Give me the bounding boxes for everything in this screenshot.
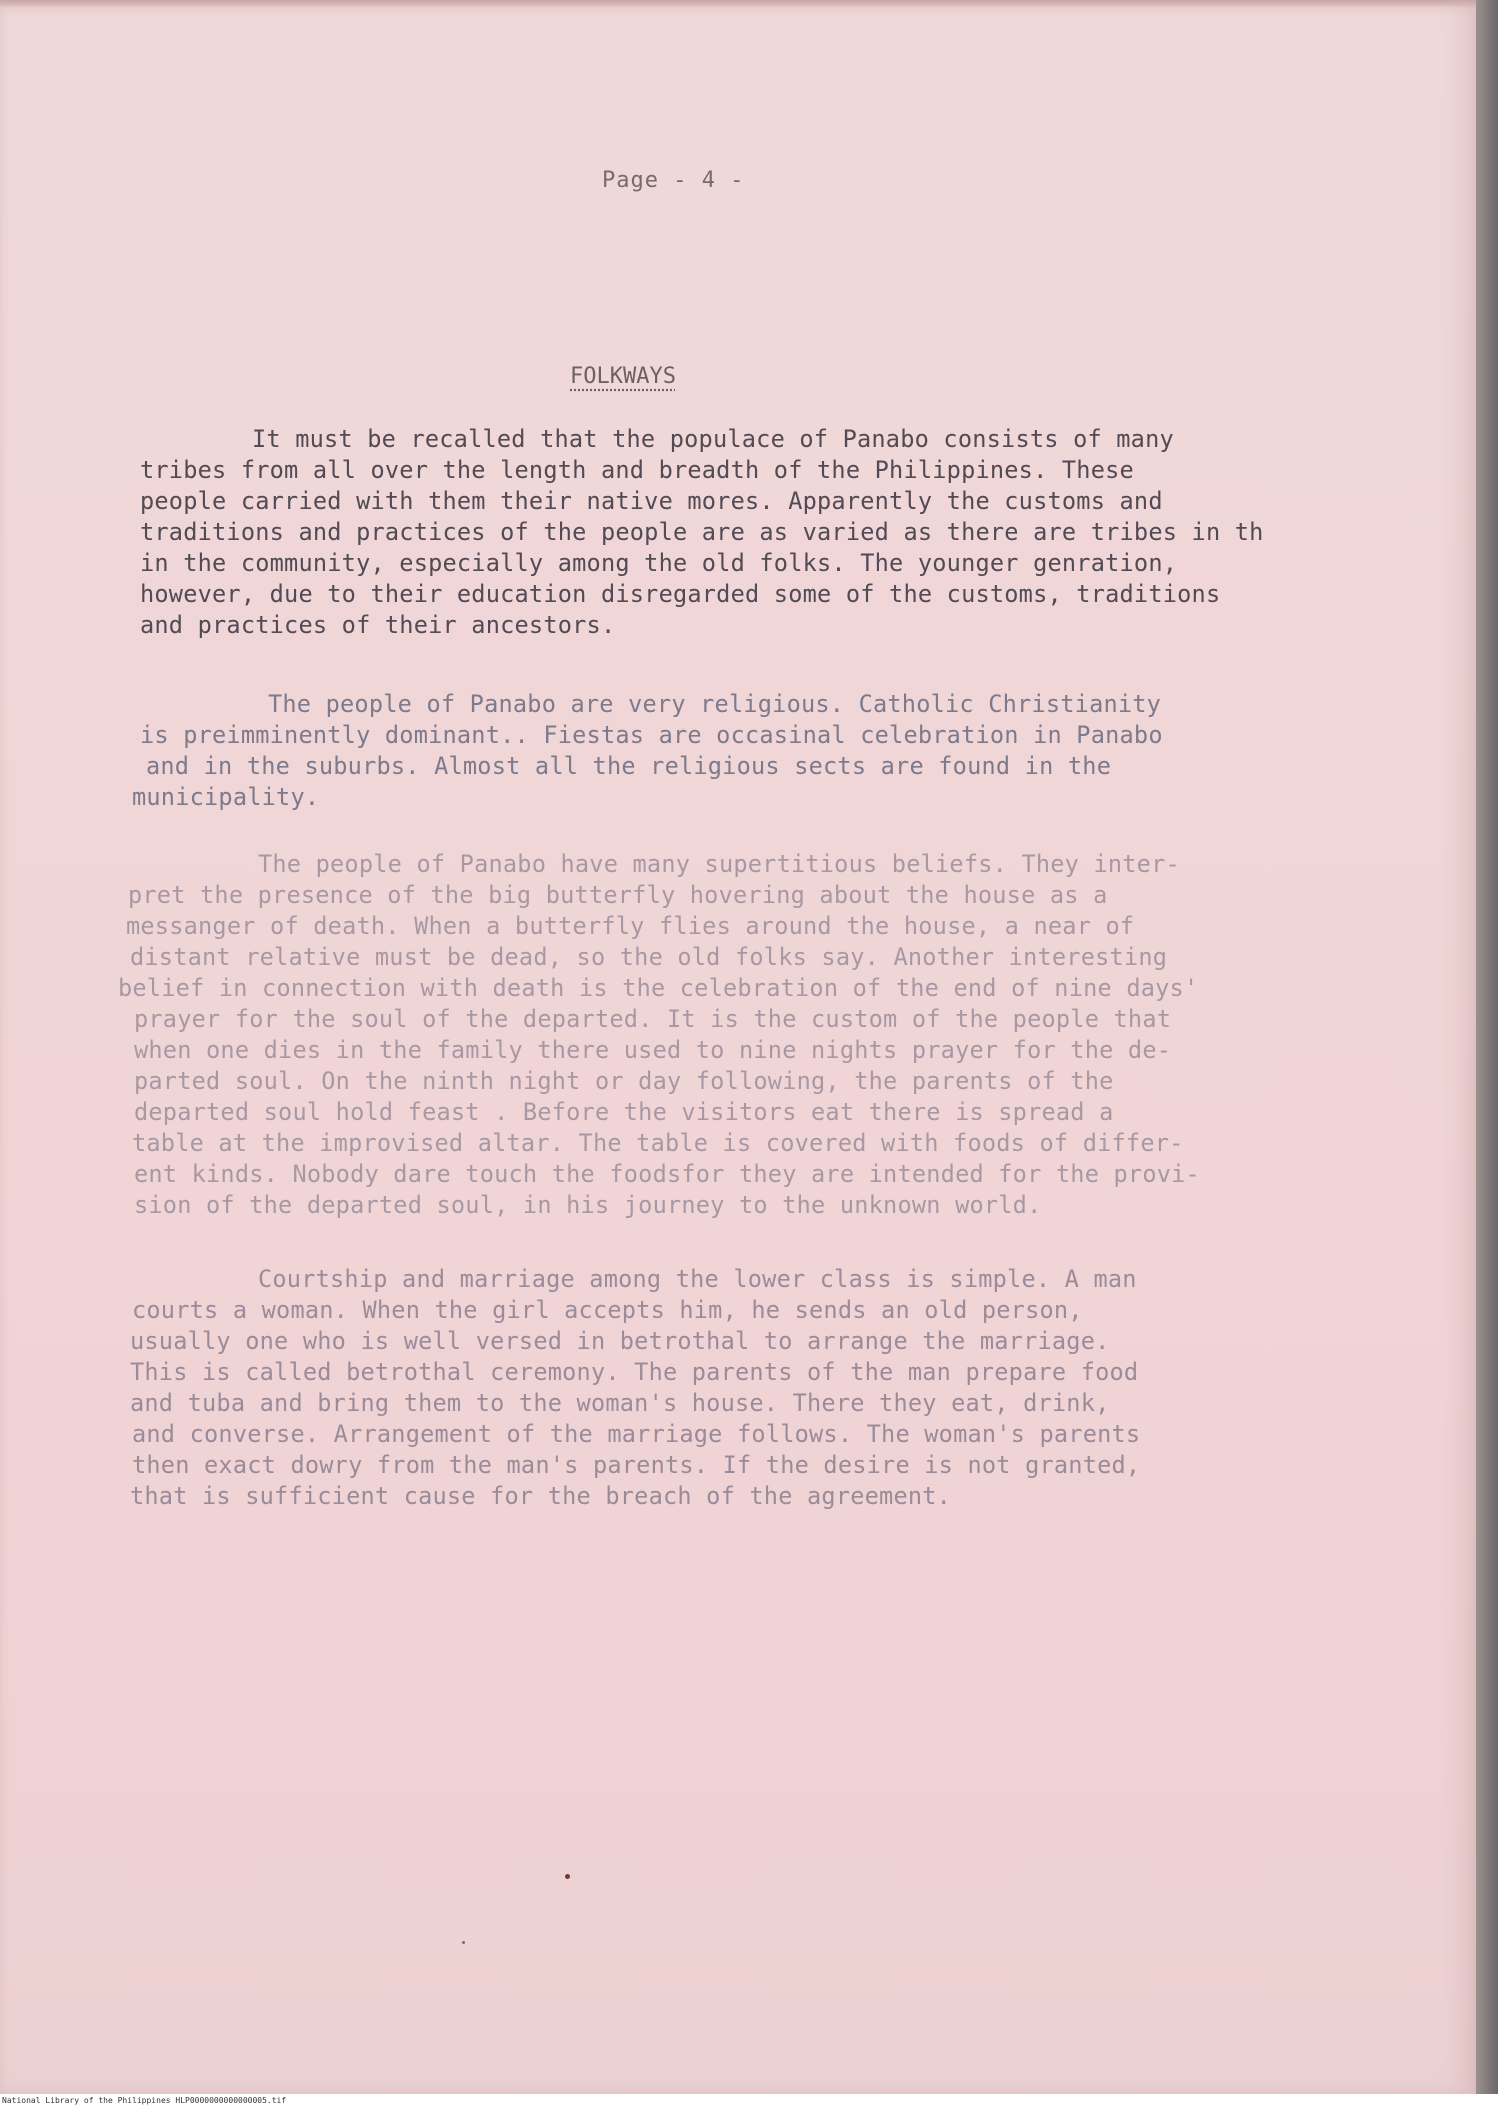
text-line: tribes from all over the length and breadth of the Philippines. These: [140, 456, 1134, 484]
text-line: pret the presence of the big butterfly hovering about the house as a: [128, 881, 1108, 909]
page-edge: [1476, 0, 1498, 2094]
text-line: and practices of their ancestors.: [140, 611, 616, 639]
text-line: and tuba and bring them to the woman's house. There they eat, drink,: [130, 1389, 1110, 1417]
text-line: however, due to their education disregarded some of the customs, traditions: [140, 580, 1221, 608]
text-line: The people of Panabo are very religious. Catholic Christianity: [268, 690, 1162, 718]
text-line: departed soul hold feast . Before the visitors eat there is spread a: [134, 1098, 1114, 1126]
text-line: courts a woman. When the girl accepts him, he sends an old person,: [132, 1296, 1083, 1324]
text-line: The people of Panabo have many supertitious beliefs. They inter-: [258, 850, 1180, 878]
text-line: is preimminently dominant.. Fiestas are occasinal celebration in Panabo: [140, 721, 1163, 749]
text-line: and converse. Arrangement of the marriage follows. The woman's parents: [132, 1420, 1141, 1448]
text-line: table at the improvised altar. The table is covered with foods of differ-: [132, 1129, 1184, 1157]
top-edge-shadow: [0, 0, 1476, 8]
text-line: when one dies in the family there used to nine nights prayer for the de-: [134, 1036, 1172, 1064]
text-line: usually one who is well versed in betrothal to arrange the marriage.: [130, 1327, 1110, 1355]
text-line: in the community, especially among the old folks. The younger genration,: [140, 549, 1178, 577]
text-line: municipality.: [132, 783, 320, 811]
text-line: sion of the departed soul, in his journey to the unknown world.: [134, 1191, 1042, 1219]
section-heading: FOLKWAYS: [570, 364, 676, 389]
scan-footer: National Library of the Philippines HLP0000000000000005.tif: [2, 2096, 287, 2105]
text-line: prayer for the soul of the departed. It is the custom of the people that: [134, 1005, 1172, 1033]
paper-speck: [565, 1874, 570, 1879]
paper-speck: [462, 1941, 465, 1944]
text-line: This is called betrothal ceremony. The parents of the man prepare food: [130, 1358, 1139, 1386]
text-line: parted soul. On the ninth night or day following, the parents of the: [134, 1067, 1114, 1095]
text-line: then exact dowry from the man's parents. If the desire is not granted,: [132, 1451, 1141, 1479]
text-line: messanger of death. When a butterfly flies around the house, a near of: [126, 912, 1135, 940]
page-number: Page - 4 -: [602, 168, 745, 193]
text-line: belief in connection with death is the celebration of the end of nine days': [118, 974, 1199, 1002]
text-line: and in the suburbs. Almost all the religious sects are found in the: [146, 752, 1112, 780]
text-line: Courtship and marriage among the lower class is simple. A man: [258, 1265, 1137, 1293]
text-line: It must be recalled that the populace of Panabo consists of many: [252, 425, 1174, 453]
text-line: ent kinds. Nobody dare touch the foodsfor they are intended for the provi-: [134, 1160, 1200, 1188]
text-line: traditions and practices of the people are as varied as there are tribes in th: [140, 518, 1264, 546]
text-line: that is sufficient cause for the breach of the agreement.: [130, 1482, 952, 1510]
text-line: people carried with them their native mores. Apparently the customs and: [140, 487, 1163, 515]
text-line: distant relative must be dead, so the old folks say. Another interesting: [130, 943, 1168, 971]
